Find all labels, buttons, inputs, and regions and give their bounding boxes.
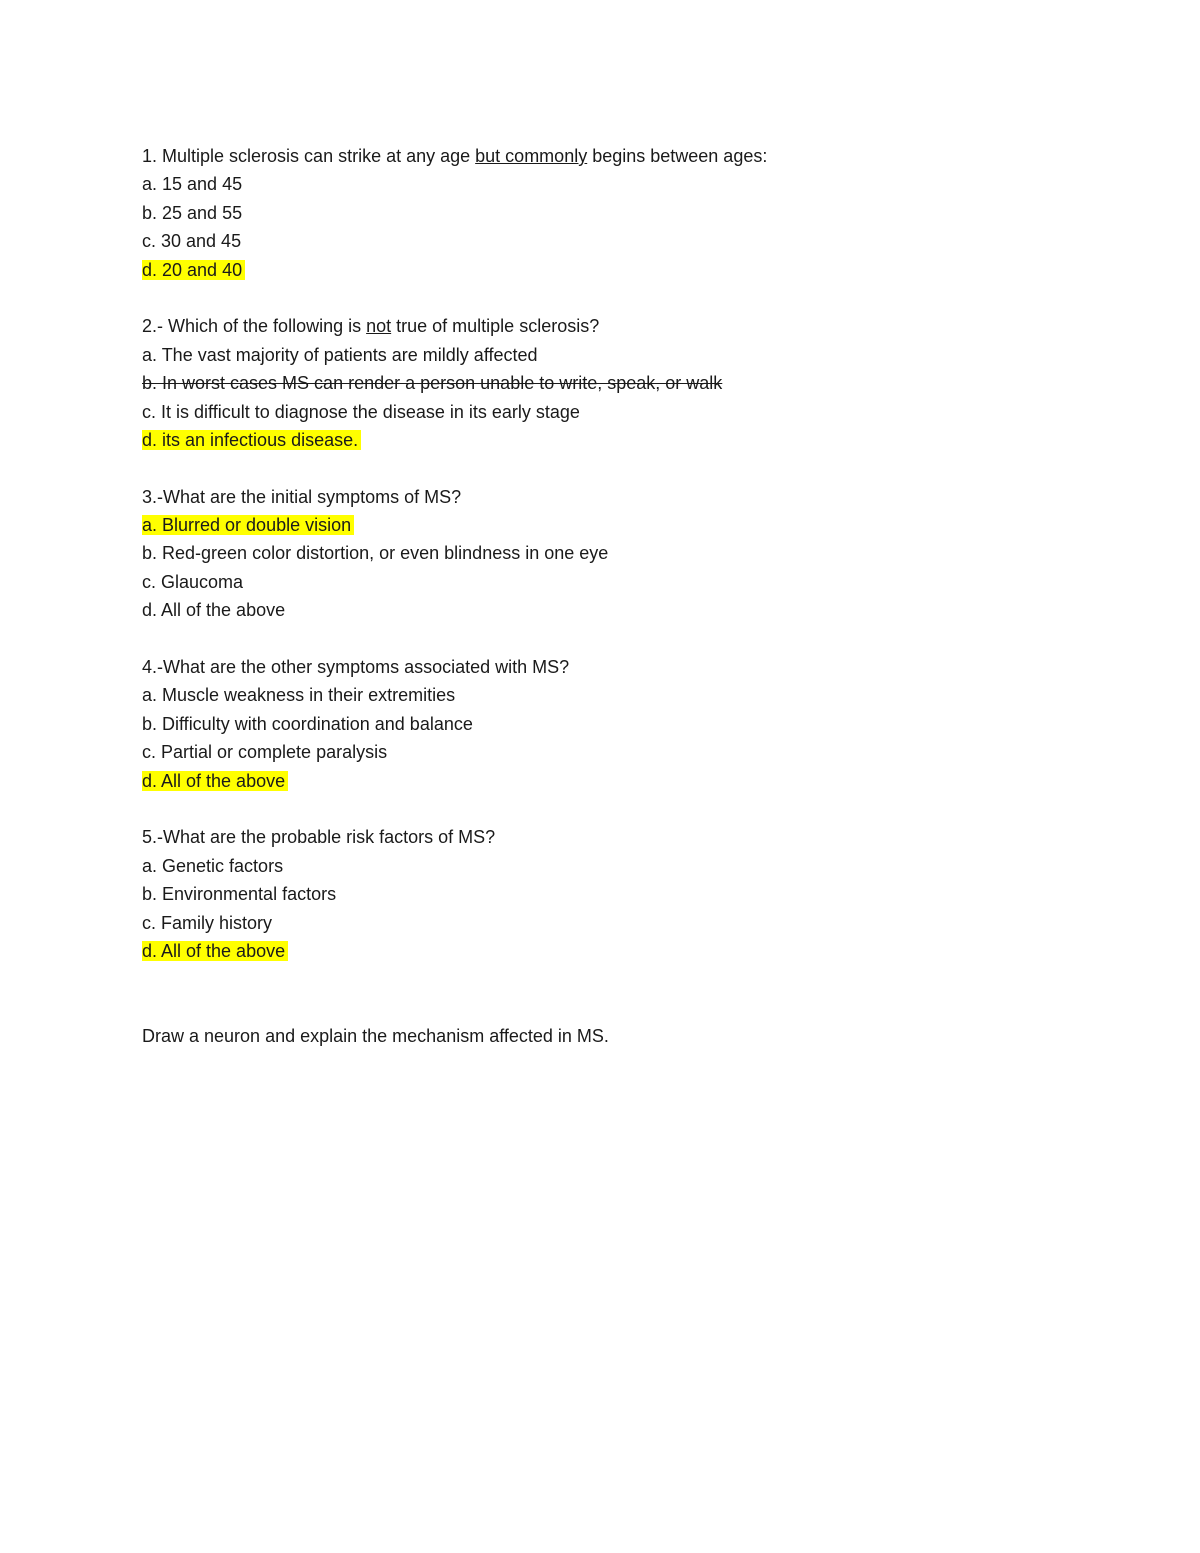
question-5-option-a — [142, 852, 1042, 880]
question-3-option-b — [142, 539, 1042, 567]
question-1-underlined-text: but commonly — [475, 146, 588, 166]
option-text: a. Genetic factors — [142, 855, 284, 876]
highlighted-answer: d. its an infectious disease. — [142, 430, 361, 450]
question-2-option-a — [142, 341, 1042, 369]
option-text: a. The vast majority of patients are mildly affected — [142, 344, 538, 365]
option-text: c. Partial or complete paralysis — [142, 742, 388, 763]
question-4-option-a — [142, 681, 1042, 709]
highlighted-answer: d. 20 and 40 — [142, 260, 245, 280]
question-2-prompt — [142, 312, 1042, 340]
question-4-option-c — [142, 738, 1042, 766]
option-text: a. 15 and 45 — [142, 174, 243, 195]
question-1-option-a — [142, 170, 1042, 198]
question-1-prompt — [142, 142, 1042, 170]
question-3-option-a — [142, 511, 1042, 539]
option-text: c. Family history — [142, 912, 273, 933]
question-5-option-d — [142, 937, 1042, 965]
spacer — [142, 454, 1042, 482]
question-4-prompt: 4.-What are the other symptoms associated with MS? — [142, 657, 570, 678]
question-2-option-d — [142, 426, 1042, 454]
question-3-option-c — [142, 568, 1042, 596]
highlighted-answer: d. All of the above — [142, 941, 288, 961]
final-prompt: Draw a neuron and explain the mechanism affected in MS. — [142, 1026, 609, 1047]
highlighted-answer: d. All of the above — [142, 771, 288, 791]
question-2-prompt-end: true of multiple sclerosis? — [391, 316, 600, 337]
question-3-option-d — [142, 596, 1042, 624]
question-2-option-b — [142, 369, 1042, 397]
question-5-option-b — [142, 880, 1042, 908]
quiz-content — [142, 142, 1042, 1051]
question-4-option-b — [142, 710, 1042, 738]
question-2-underlined-text: not — [366, 316, 392, 337]
option-text: c. Glaucoma — [142, 571, 244, 592]
question-1-option-c — [142, 227, 1042, 255]
question-1-prompt-start: 1. Multiple sclerosis can strike at any age — [142, 146, 476, 166]
option-text: c. 30 and 45 — [142, 231, 242, 252]
spacer — [142, 795, 1042, 823]
question-2-option-c — [142, 398, 1042, 426]
option-text: a. Muscle weakness in their extremities — [142, 685, 456, 706]
option-text: d. All of the above — [142, 600, 286, 621]
option-text: c. It is difficult to diagnose the disease in its early stage — [142, 401, 580, 422]
spacer — [142, 284, 1042, 312]
question-1-option-b — [142, 199, 1042, 227]
spacer — [142, 965, 1042, 1022]
option-text: b. Red-green color distortion, or even blindness in one eye — [142, 543, 609, 564]
struck-option-text: b. In worst cases MS can render a person unable to write, speak, or walk — [142, 373, 723, 394]
spacer — [142, 625, 1042, 653]
question-5-prompt: 5.-What are the probable risk factors of MS? — [142, 827, 496, 848]
highlighted-answer: a. Blurred or double vision — [142, 515, 354, 535]
option-text: b. 25 and 55 — [142, 202, 243, 223]
question-5-option-c — [142, 909, 1042, 937]
question-1-option-d — [142, 256, 1042, 284]
question-3-prompt: 3.-What are the initial symptoms of MS? — [142, 486, 462, 507]
question-1-prompt-end: begins between ages: — [587, 146, 768, 166]
question-4-option-d — [142, 767, 1042, 795]
option-text: b. Environmental factors — [142, 884, 337, 905]
option-text: b. Difficulty with coordination and balance — [142, 713, 473, 734]
question-2-prompt-start: 2.- Which of the following is — [142, 316, 367, 337]
